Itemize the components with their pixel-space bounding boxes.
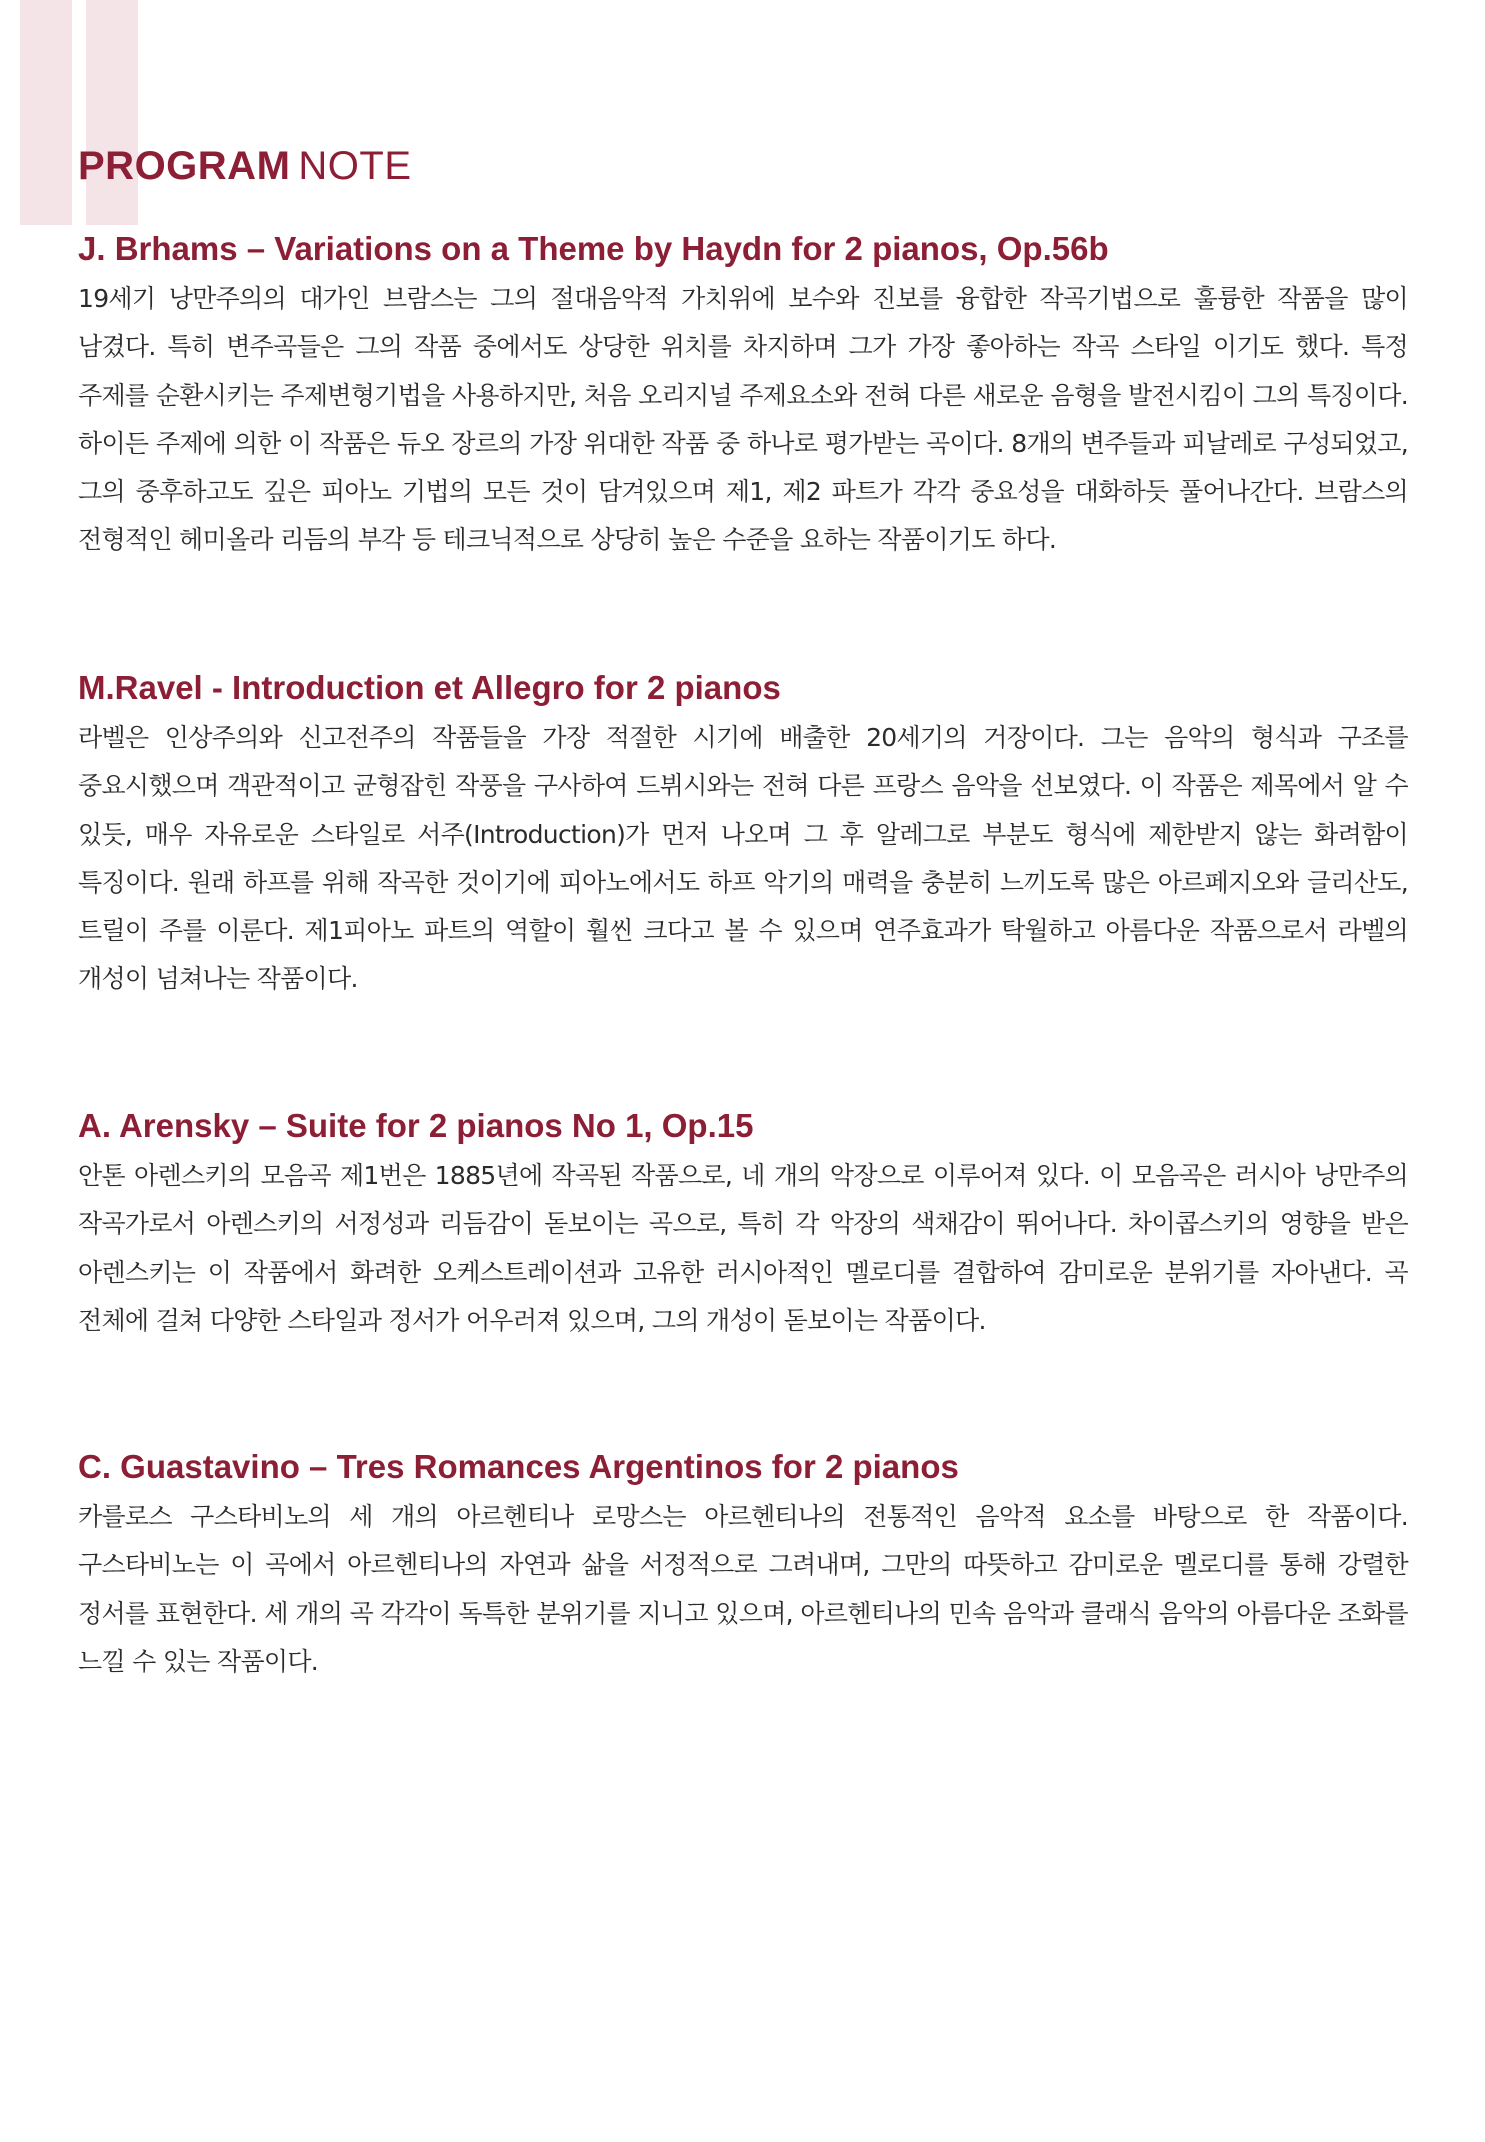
section-title: C. Guastavino – Tres Romances Argentinos for 2 pianos bbox=[78, 1448, 959, 1485]
section-title: M.Ravel - Introduction et Allegro for 2 pianos bbox=[78, 669, 781, 706]
section-guastavino bbox=[78, 1443, 1408, 1686]
section-title: J. Brhams – Variations on a Theme by Haydn for 2 pianos, Op.56b bbox=[78, 230, 1109, 267]
section-body: 19세기 낭만주의의 대가인 브람스는 그의 절대음악적 가치위에 보수와 진보를 융합한 작곡기법으로 훌륭한 작품을 많이 남겼다. 특히 변주곡들은 그의 작품 중에서도 상당한 위치를 차지하며 그가 가장 좋아하는 작곡 스타일 이기도 했다. 특정 주제를 순환시키는 주제변형기법을 사용하지만, 처음 오리지널 주제요소와 전혀 다른 새로운 음형을 발전시킴이 그의 특징이다. 하이든 주제에 의한 이 작품은 듀오 장르의 가장 위대한 작품 중 하나로 평가받는 곡이다. 8개의 변주들과 피날레로 구성되었고, 그의 중후하고도 깊은 피아노 기법의 모든 것이 담겨있으며 제1, 제2 파트가 각각 중요성을 대화하듯 풀어나간다. 브람스의 전형적인 헤미올라 리듬의 부각 등 테크닉적으로 상당히 높은 수준을 요하는 작품이기도 하다. bbox=[78, 284, 1408, 555]
section-brahms bbox=[78, 225, 1408, 565]
section-arensky bbox=[78, 1102, 1408, 1345]
page-header bbox=[78, 138, 412, 194]
decorative-bar-left bbox=[20, 0, 72, 225]
section-body: 안톤 아렌스키의 모음곡 제1번은 1885년에 작곡된 작품으로, 네 개의 악장으로 이루어져 있다. 이 모음곡은 러시아 낭만주의 작곡가로서 아렌스키의 서정성과 리듬감이 돋보이는 곡으로, 특히 각 악장의 색채감이 뛰어나다. 차이콥스키의 영향을 받은 아렌스키는 이 작품에서 화려한 오케스트레이션과 고유한 러시아적인 멜로디를 결합하여 감미로운 분위기를 자아낸다. 곡 전체에 걸쳐 다양한 스타일과 정서가 어우러져 있으며, 그의 개성이 돋보이는 작품이다. bbox=[78, 1161, 1408, 1335]
section-body: 라벨은 인상주의와 신고전주의 작품들을 가장 적절한 시기에 배출한 20세기의 거장이다. 그는 음악의 형식과 구조를 중요시했으며 객관적이고 균형잡힌 작풍을 구사하여 드뷔시와는 전혀 다른 프랑스 음악을 선보였다. 이 작품은 제목에서 알 수 있듯, 매우 자유로운 스타일로 서주(Introduction)가 먼저 나오며 그 후 알레그로 부분도 형식에 제한받지 않는 화려함이 특징이다. 원래 하프를 위해 작곡한 것이기에 피아노에서도 하프 악기의 매력을 충분히 느끼도록 많은 아르페지오와 글리산도, 트릴이 주를 이룬다. 제1피아노 파트의 역할이 훨씬 크다고 볼 수 있으며 연주효과가 탁월하고 아름다운 작품으로서 라벨의 개성이 넘쳐나는 작품이다. bbox=[78, 723, 1408, 994]
section-title: A. Arensky – Suite for 2 pianos No 1, Op.15 bbox=[78, 1107, 754, 1144]
header-title-strong: PROGRAM bbox=[78, 144, 291, 188]
header-title-light: NOTE bbox=[298, 144, 412, 188]
section-body: 카를로스 구스타비노의 세 개의 아르헨티나 로망스는 아르헨티나의 전통적인 음악적 요소를 바탕으로 한 작품이다. 구스타비노는 이 곡에서 아르헨티나의 자연과 삶을 서정적으로 그려내며, 그만의 따뜻하고 감미로운 멜로디를 통해 강렬한 정서를 표현한다. 세 개의 곡 각각이 독특한 분위기를 지니고 있으며, 아르헨티나의 민속 음악과 클래식 음악의 아름다운 조화를 느낄 수 있는 작품이다. bbox=[78, 1502, 1408, 1676]
section-ravel bbox=[78, 664, 1408, 1004]
